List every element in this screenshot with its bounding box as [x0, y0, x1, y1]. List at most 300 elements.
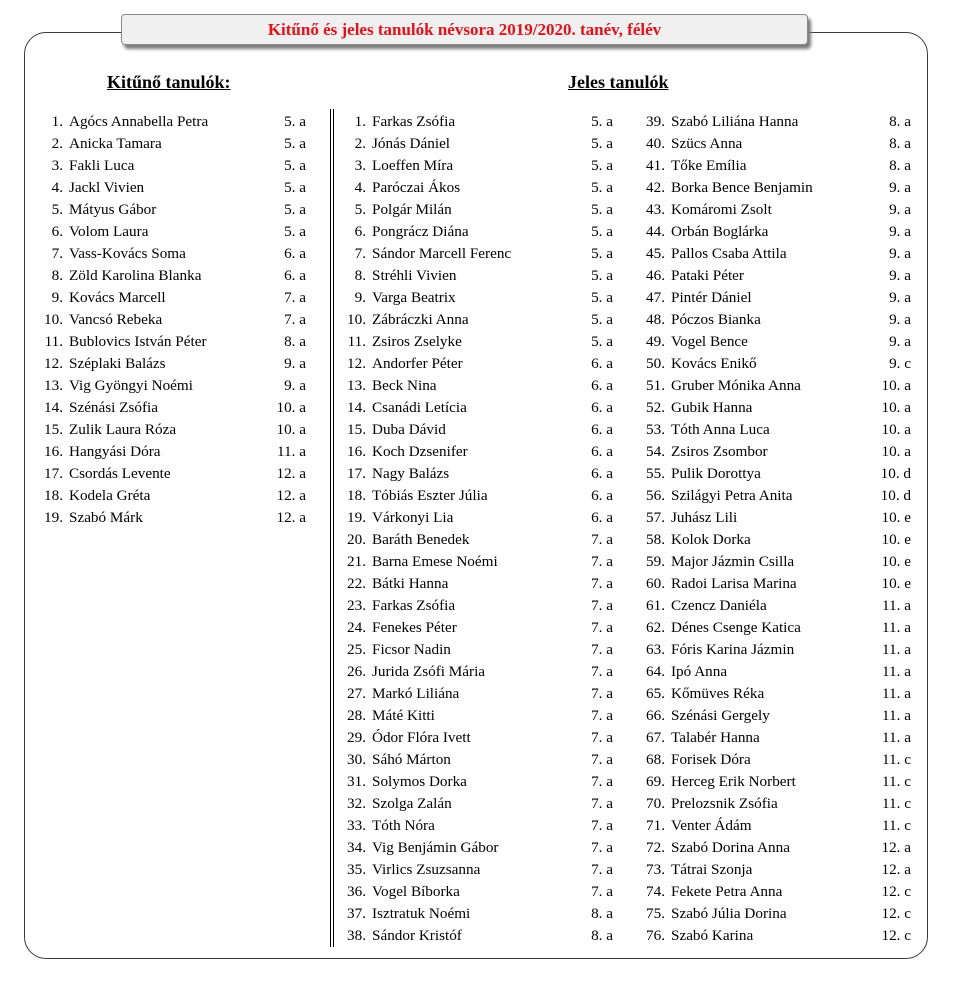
item-number: 28.	[347, 707, 366, 724]
student-name: Nagy Balázs	[372, 465, 450, 482]
class-label: 11. a	[882, 641, 911, 658]
item-number: 4.	[51, 179, 63, 196]
student-name: Jónás Dániel	[372, 135, 451, 152]
class-label: 8. a	[284, 333, 306, 350]
class-label: 9. c	[889, 355, 911, 372]
student-name: Fakli Luca	[69, 157, 135, 174]
student-name: Pintér Dániel	[671, 289, 752, 306]
class-label: 5. a	[591, 179, 613, 196]
item-number: 3.	[354, 157, 366, 174]
class-label: 6. a	[591, 399, 613, 416]
class-label: 5. a	[284, 179, 306, 196]
item-number: 11.	[347, 333, 366, 350]
item-number: 22.	[347, 575, 366, 592]
list-item	[640, 551, 911, 573]
class-label: 7. a	[591, 663, 613, 680]
student-name: Vogel Bíborka	[372, 883, 460, 900]
class-label: 12. a	[881, 839, 911, 856]
student-name: Loeffen Míra	[372, 157, 454, 174]
item-number: 1.	[51, 113, 63, 130]
list-item	[340, 837, 613, 859]
class-label: 6. a	[591, 465, 613, 482]
student-name: Várkonyi Lia	[372, 509, 454, 526]
item-number: 38.	[347, 927, 366, 944]
student-name: Tőke Emília	[671, 157, 747, 174]
list-item	[340, 419, 613, 441]
item-number: 62.	[646, 619, 665, 636]
item-number: 21.	[347, 553, 366, 570]
class-label: 6. a	[591, 377, 613, 394]
item-number: 57.	[646, 509, 665, 526]
list-item	[340, 221, 613, 243]
class-label: 6. a	[284, 267, 306, 284]
list-item	[38, 133, 306, 155]
class-label: 6. a	[591, 509, 613, 526]
list-item	[38, 243, 306, 265]
item-number: 10.	[347, 311, 366, 328]
student-name: Sándor Marcell Ferenc	[372, 245, 512, 262]
student-name: Polgár Milán	[372, 201, 452, 218]
student-name: Szabó Karina	[671, 927, 754, 944]
class-label: 5. a	[591, 289, 613, 306]
class-label: 6. a	[591, 487, 613, 504]
student-name: Szilágyi Petra Anita	[671, 487, 793, 504]
item-number: 45.	[646, 245, 665, 262]
student-name: Koch Dzsenifer	[372, 443, 468, 460]
list-item	[38, 507, 306, 529]
class-label: 5. a	[591, 267, 613, 284]
item-number: 6.	[354, 223, 366, 240]
list-item	[640, 375, 911, 397]
class-label: 10. e	[881, 509, 911, 526]
item-number: 10.	[44, 311, 63, 328]
class-label: 10. e	[881, 531, 911, 548]
class-label: 7. a	[591, 729, 613, 746]
item-number: 43.	[646, 201, 665, 218]
list-item	[38, 177, 306, 199]
list-item	[340, 441, 613, 463]
item-number: 46.	[646, 267, 665, 284]
student-name: Pataki Péter	[671, 267, 744, 284]
student-name: Fekete Petra Anna	[671, 883, 783, 900]
student-name: Csanádi Letícia	[372, 399, 467, 416]
class-label: 6. a	[591, 355, 613, 372]
item-number: 26.	[347, 663, 366, 680]
item-number: 16.	[44, 443, 63, 460]
student-name: Duba Dávid	[372, 421, 446, 438]
class-label: 10. d	[880, 487, 911, 504]
student-name: Szabó Júlia Dorina	[671, 905, 787, 922]
item-number: 49.	[646, 333, 665, 350]
item-number: 19.	[347, 509, 366, 526]
item-number: 14.	[347, 399, 366, 416]
item-number: 36.	[347, 883, 366, 900]
student-name: Paróczai Ákos	[372, 179, 461, 196]
item-number: 20.	[347, 531, 366, 548]
class-label: 7. a	[591, 839, 613, 856]
class-label: 5. a	[591, 245, 613, 262]
class-label: 5. a	[591, 157, 613, 174]
class-label: 7. a	[284, 311, 306, 328]
student-name: Vass-Kovács Soma	[69, 245, 186, 262]
student-name: Zábráczki Anna	[372, 311, 469, 328]
item-number: 73.	[646, 861, 665, 878]
list-item	[340, 397, 613, 419]
item-number: 71.	[646, 817, 665, 834]
list-item	[640, 397, 911, 419]
student-name: Agócs Annabella Petra	[69, 113, 209, 130]
class-label: 7. a	[591, 619, 613, 636]
class-label: 10. a	[276, 399, 306, 416]
student-name: Farkas Zsófia	[372, 113, 456, 130]
list-item	[640, 133, 911, 155]
list-item	[38, 375, 306, 397]
class-label: 12. c	[881, 883, 911, 900]
item-number: 13.	[347, 377, 366, 394]
student-name: Széplaki Balázs	[69, 355, 166, 372]
page-title: Kitűnő és jeles tanulók névsora 2019/2020. tanév, félév	[267, 19, 662, 39]
list-item	[340, 793, 613, 815]
class-label: 12. c	[881, 927, 911, 944]
item-number: 25.	[347, 641, 366, 658]
item-number: 75.	[646, 905, 665, 922]
item-number: 40.	[646, 135, 665, 152]
item-number: 39.	[646, 113, 665, 130]
item-number: 13.	[44, 377, 63, 394]
class-label: 12. a	[276, 509, 306, 526]
item-number: 65.	[646, 685, 665, 702]
list-item	[640, 705, 911, 727]
student-name: Virlics Zsuzsanna	[372, 861, 481, 878]
list-item	[640, 837, 911, 859]
list-item	[340, 375, 613, 397]
item-number: 29.	[347, 729, 366, 746]
list-item	[340, 485, 613, 507]
class-label: 5. a	[284, 157, 306, 174]
student-name: Farkas Zsófia	[372, 597, 456, 614]
list-item	[640, 903, 911, 925]
list-item	[38, 287, 306, 309]
class-label: 8. a	[591, 905, 613, 922]
student-name: Vig Gyöngyi Noémi	[69, 377, 193, 394]
class-label: 11. a	[882, 663, 911, 680]
item-number: 67.	[646, 729, 665, 746]
item-number: 12.	[347, 355, 366, 372]
list-item	[640, 595, 911, 617]
item-number: 6.	[51, 223, 63, 240]
student-name: Zöld Karolina Blanka	[69, 267, 202, 284]
list-item	[340, 309, 613, 331]
item-number: 64.	[646, 663, 665, 680]
column-divider	[330, 109, 334, 947]
class-label: 11. a	[882, 729, 911, 746]
item-number: 2.	[51, 135, 63, 152]
item-number: 32.	[347, 795, 366, 812]
class-label: 5. a	[591, 135, 613, 152]
item-number: 8.	[354, 267, 366, 284]
class-label: 10. a	[881, 377, 911, 394]
student-name: Varga Beatrix	[372, 289, 456, 306]
student-name: Tóth Anna Luca	[671, 421, 770, 438]
list-item	[640, 177, 911, 199]
student-name: Szénási Zsófia	[69, 399, 158, 416]
list-item	[640, 287, 911, 309]
class-label: 10. e	[881, 575, 911, 592]
list-item	[640, 661, 911, 683]
student-name: Kolok Dorka	[671, 531, 751, 548]
class-label: 6. a	[284, 245, 306, 262]
list-item	[340, 331, 613, 353]
class-label: 7. a	[591, 641, 613, 658]
excellent-heading: Kitűnő tanulók:	[107, 72, 231, 92]
list-item	[640, 243, 911, 265]
class-label: 7. a	[591, 773, 613, 790]
list-item	[340, 463, 613, 485]
item-number: 33.	[347, 817, 366, 834]
class-label: 12. a	[276, 465, 306, 482]
class-label: 11. a	[882, 597, 911, 614]
class-label: 6. a	[591, 443, 613, 460]
list-item	[640, 815, 911, 837]
item-number: 66.	[646, 707, 665, 724]
student-name: Vig Benjámin Gábor	[372, 839, 499, 856]
list-item	[340, 705, 613, 727]
student-name: Ficsor Nadin	[372, 641, 451, 658]
item-number: 68.	[646, 751, 665, 768]
student-name: Komáromi Zsolt	[671, 201, 772, 218]
student-name: Tóbiás Eszter Júlia	[372, 487, 488, 504]
list-item	[640, 573, 911, 595]
class-label: 9. a	[889, 201, 911, 218]
list-item	[640, 683, 911, 705]
class-label: 10. a	[881, 443, 911, 460]
student-name: Bublovics István Péter	[69, 333, 207, 350]
list-item	[38, 353, 306, 375]
student-name: Volom Laura	[69, 223, 149, 240]
list-item	[38, 441, 306, 463]
item-number: 11.	[44, 333, 63, 350]
class-label: 9. a	[889, 179, 911, 196]
list-item	[640, 199, 911, 221]
item-number: 2.	[354, 135, 366, 152]
student-name: Pallos Csaba Attila	[671, 245, 787, 262]
list-item	[640, 111, 911, 133]
class-label: 7. a	[591, 707, 613, 724]
student-name: Szabó Dorina Anna	[671, 839, 790, 856]
list-item	[340, 265, 613, 287]
item-number: 9.	[51, 289, 63, 306]
list-item	[340, 683, 613, 705]
student-name: Szolga Zalán	[372, 795, 452, 812]
list-item	[640, 793, 911, 815]
class-label: 8. a	[591, 927, 613, 944]
list-item	[340, 177, 613, 199]
item-number: 17.	[347, 465, 366, 482]
item-number: 47.	[646, 289, 665, 306]
class-label: 12. a	[276, 487, 306, 504]
class-label: 11. a	[277, 443, 306, 460]
list-item	[640, 771, 911, 793]
student-name: Radoi Larisa Marina	[671, 575, 797, 592]
class-label: 10. a	[881, 399, 911, 416]
student-name: Barna Emese Noémi	[372, 553, 498, 570]
student-name: Szabó Márk	[69, 509, 143, 526]
good-list-col1	[340, 111, 613, 947]
student-name: Szücs Anna	[671, 135, 743, 152]
class-label: 6. a	[591, 421, 613, 438]
list-item	[340, 749, 613, 771]
student-name: Tóth Nóra	[372, 817, 435, 834]
list-item	[640, 859, 911, 881]
student-name: Hangyási Dóra	[69, 443, 161, 460]
item-number: 19.	[44, 509, 63, 526]
class-label: 9. a	[889, 267, 911, 284]
class-label: 10. d	[880, 465, 911, 482]
list-item	[640, 441, 911, 463]
class-label: 7. a	[591, 861, 613, 878]
item-number: 58.	[646, 531, 665, 548]
list-item	[340, 507, 613, 529]
item-number: 30.	[347, 751, 366, 768]
item-number: 15.	[44, 421, 63, 438]
student-name: Szabó Liliána Hanna	[671, 113, 799, 130]
item-number: 27.	[347, 685, 366, 702]
student-name: Talabér Hanna	[671, 729, 760, 746]
list-item	[340, 903, 613, 925]
list-item	[640, 309, 911, 331]
student-name: Ipó Anna	[671, 663, 728, 680]
student-name: Gruber Mónika Anna	[671, 377, 801, 394]
item-number: 44.	[646, 223, 665, 240]
list-item	[38, 155, 306, 177]
class-label: 9. a	[284, 355, 306, 372]
item-number: 41.	[646, 157, 665, 174]
list-item	[340, 727, 613, 749]
student-name: Major Jázmin Csilla	[671, 553, 795, 570]
class-label: 9. a	[284, 377, 306, 394]
item-number: 16.	[347, 443, 366, 460]
student-name: Póczos Bianka	[671, 311, 761, 328]
item-number: 63.	[646, 641, 665, 658]
item-number: 69.	[646, 773, 665, 790]
class-label: 11. a	[882, 685, 911, 702]
class-label: 9. a	[889, 289, 911, 306]
good-list-col2	[640, 111, 911, 947]
item-number: 76.	[646, 927, 665, 944]
list-item	[640, 331, 911, 353]
student-name: Isztratuk Noémi	[372, 905, 471, 922]
list-item	[340, 111, 613, 133]
item-number: 70.	[646, 795, 665, 812]
class-label: 8. a	[889, 113, 911, 130]
student-name: Markó Liliána	[372, 685, 460, 702]
class-label: 11. a	[882, 619, 911, 636]
list-item	[340, 771, 613, 793]
item-number: 54.	[646, 443, 665, 460]
class-label: 12. c	[881, 905, 911, 922]
item-number: 37.	[347, 905, 366, 922]
class-label: 7. a	[591, 685, 613, 702]
student-name: Jackl Vivien	[69, 179, 145, 196]
student-name: Ódor Flóra Ivett	[372, 729, 471, 746]
item-number: 18.	[44, 487, 63, 504]
list-item	[340, 353, 613, 375]
class-label: 11. c	[882, 773, 911, 790]
student-name: Gubik Hanna	[671, 399, 753, 416]
item-number: 8.	[51, 267, 63, 284]
list-item	[38, 485, 306, 507]
item-number: 61.	[646, 597, 665, 614]
list-item	[340, 133, 613, 155]
student-name: Anicka Tamara	[69, 135, 162, 152]
list-item	[640, 221, 911, 243]
list-item	[640, 749, 911, 771]
student-name: Pongrácz Diána	[372, 223, 469, 240]
item-number: 74.	[646, 883, 665, 900]
student-name: Zsiros Zselyke	[372, 333, 462, 350]
class-label: 5. a	[284, 201, 306, 218]
list-item	[340, 287, 613, 309]
list-item	[640, 529, 911, 551]
student-name: Stréhli Vivien	[372, 267, 457, 284]
class-label: 5. a	[284, 113, 306, 130]
student-name: Borka Bence Benjamin	[671, 179, 813, 196]
item-number: 5.	[51, 201, 63, 218]
item-number: 15.	[347, 421, 366, 438]
list-item	[340, 199, 613, 221]
list-item	[640, 419, 911, 441]
student-name: Dénes Csenge Katica	[671, 619, 801, 636]
student-name: Kovács Enikő	[671, 355, 757, 372]
list-item	[38, 419, 306, 441]
class-label: 10. a	[276, 421, 306, 438]
item-number: 34.	[347, 839, 366, 856]
class-label: 11. c	[882, 817, 911, 834]
good-heading: Jeles tanulók	[568, 72, 669, 92]
student-name: Vogel Bence	[671, 333, 748, 350]
list-item	[340, 617, 613, 639]
list-item	[640, 617, 911, 639]
student-name: Vancsó Rebeka	[69, 311, 163, 328]
student-name: Sándor Kristóf	[372, 927, 462, 944]
class-label: 5. a	[284, 135, 306, 152]
student-name: Juhász Lili	[671, 509, 738, 526]
list-item	[38, 309, 306, 331]
list-item	[38, 221, 306, 243]
list-item	[38, 397, 306, 419]
list-item	[38, 463, 306, 485]
class-label: 8. a	[889, 135, 911, 152]
student-name: Herceg Erik Norbert	[671, 773, 796, 790]
class-label: 7. a	[284, 289, 306, 306]
class-label: 7. a	[591, 883, 613, 900]
item-number: 50.	[646, 355, 665, 372]
student-name: Prelozsnik Zsófia	[671, 795, 778, 812]
item-number: 48.	[646, 311, 665, 328]
list-item	[340, 155, 613, 177]
student-name: Fenekes Péter	[372, 619, 457, 636]
item-number: 9.	[354, 289, 366, 306]
student-name: Bátki Hanna	[372, 575, 449, 592]
class-label: 5. a	[591, 201, 613, 218]
class-label: 9. a	[889, 333, 911, 350]
list-item	[640, 639, 911, 661]
student-name: Zsiros Zsombor	[671, 443, 768, 460]
class-label: 11. c	[882, 795, 911, 812]
student-name: Csordás Levente	[69, 465, 171, 482]
student-name: Kodela Gréta	[69, 487, 151, 504]
student-name: Andorfer Péter	[372, 355, 463, 372]
